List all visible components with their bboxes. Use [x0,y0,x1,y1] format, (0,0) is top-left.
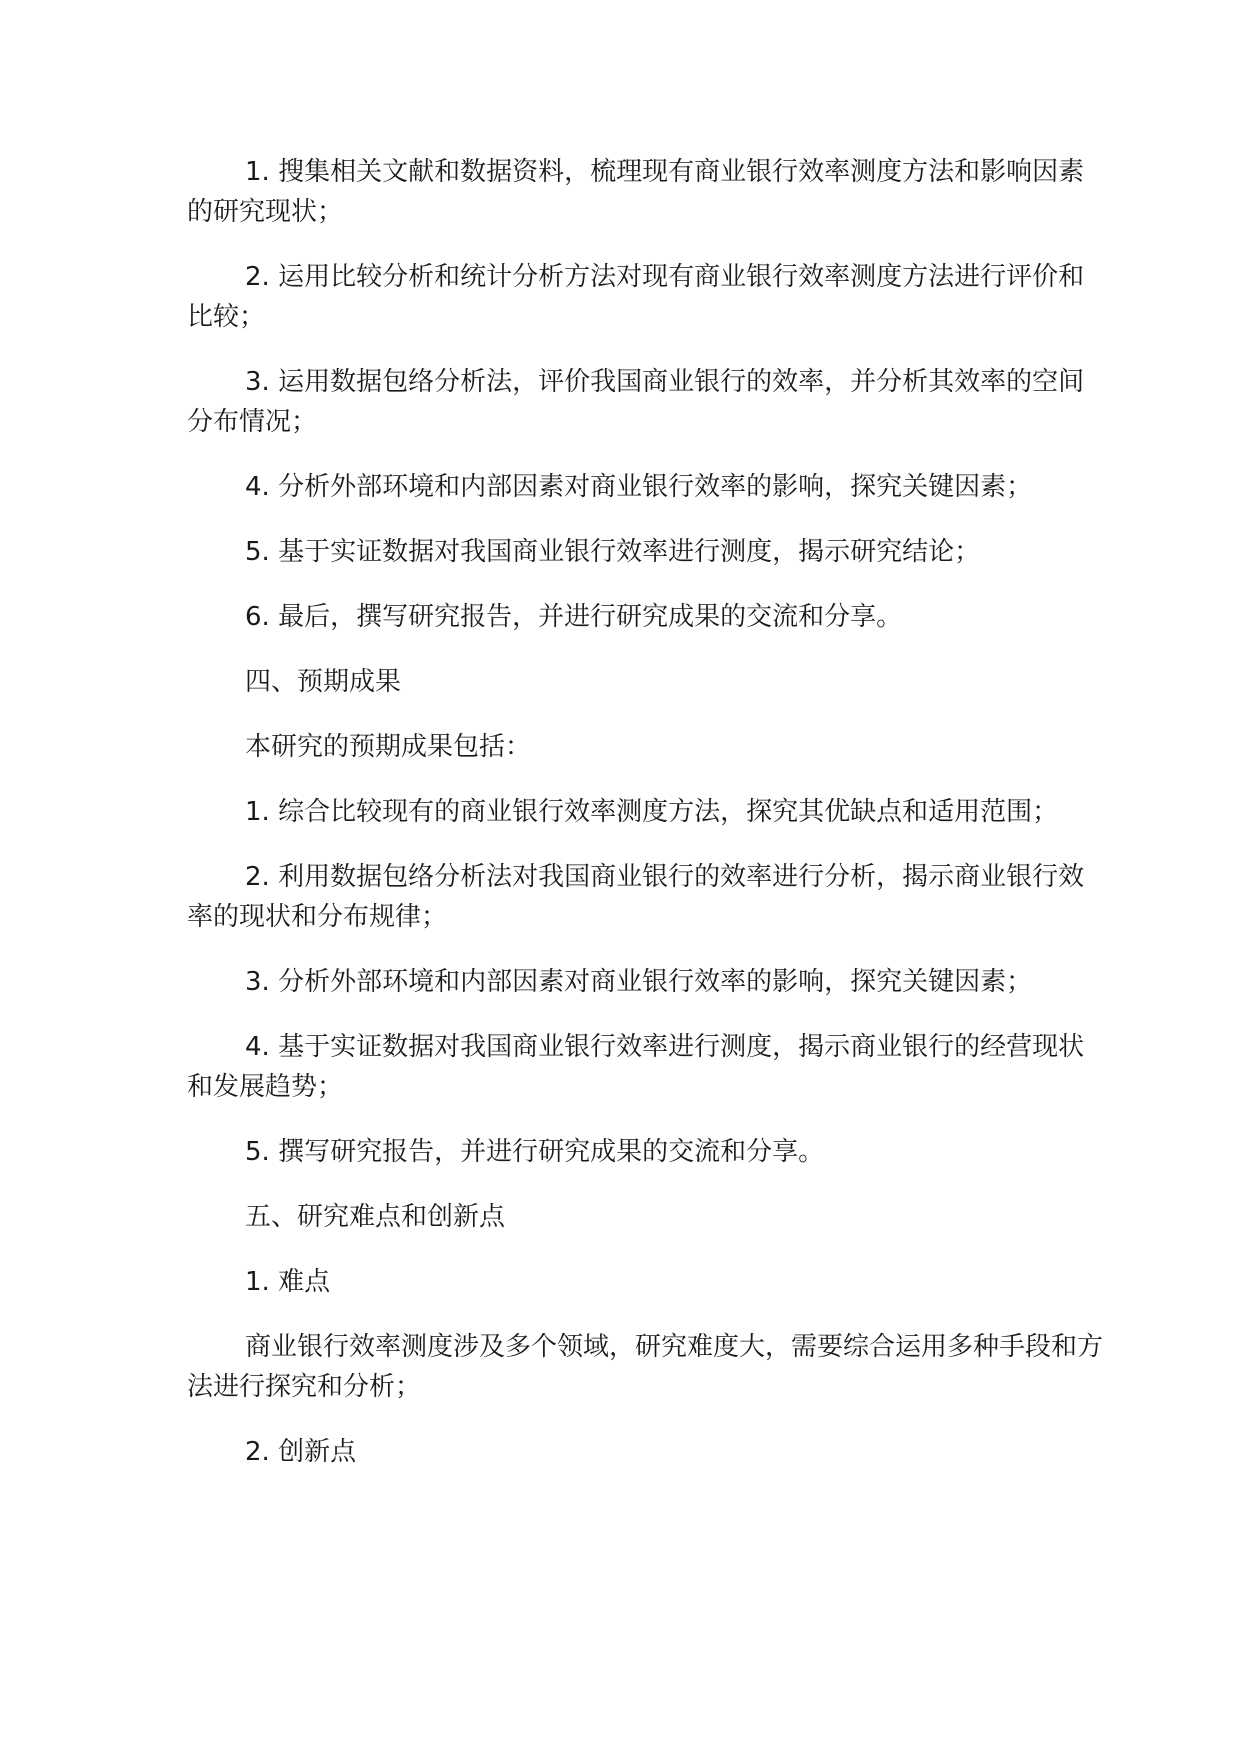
subheading-difficulties: 1. 难点 [245,1267,331,1297]
paragraph-result-5: 5. 撰写研究报告，并进行研究成果的交流和分享。 [245,1137,825,1167]
paragraph-results-intro: 本研究的预期成果包括： [245,732,532,762]
paragraph-result-1: 1. 综合比较现有的商业银行效率测度方法，探究其优缺点和适用范围； [245,797,1059,827]
paragraph-difficulties: 商业银行效率测度涉及多个领域，研究难度大，需要综合运用多种手段和方法进行探究和分析； [187,1332,1104,1402]
document-body [187,152,1107,1497]
section-heading-expected-results: 四、预期成果 [245,667,402,697]
paragraph-result-4: 4. 基于实证数据对我国商业银行效率进行测度，揭示商业银行的经营现状和发展趋势； [187,1032,1085,1102]
paragraph-step-3: 3. 运用数据包络分析法，评价我国商业银行的效率，并分析其效率的空间分布情况； [187,367,1085,437]
subheading-innovations: 2. 创新点 [245,1437,357,1467]
paragraph-step-2: 2. 运用比较分析和统计分析方法对现有商业银行效率测度方法进行评价和比较； [187,262,1085,332]
paragraph-step-6: 6. 最后，撰写研究报告，并进行研究成果的交流和分享。 [245,602,903,632]
paragraph-step-5: 5. 基于实证数据对我国商业银行效率进行测度，揭示研究结论； [245,537,981,567]
paragraph-step-4: 4. 分析外部环境和内部因素对商业银行效率的影响，探究关键因素； [245,472,1033,502]
paragraph-result-3: 3. 分析外部环境和内部因素对商业银行效率的影响，探究关键因素； [245,967,1033,997]
paragraph-result-2: 2. 利用数据包络分析法对我国商业银行的效率进行分析，揭示商业银行效率的现状和分布规律； [187,862,1085,932]
paragraph-step-1: 1. 搜集相关文献和数据资料，梳理现有商业银行效率测度方法和影响因素的研究现状； [187,157,1085,227]
section-heading-difficulties-innovations: 五、研究难点和创新点 [245,1202,506,1232]
